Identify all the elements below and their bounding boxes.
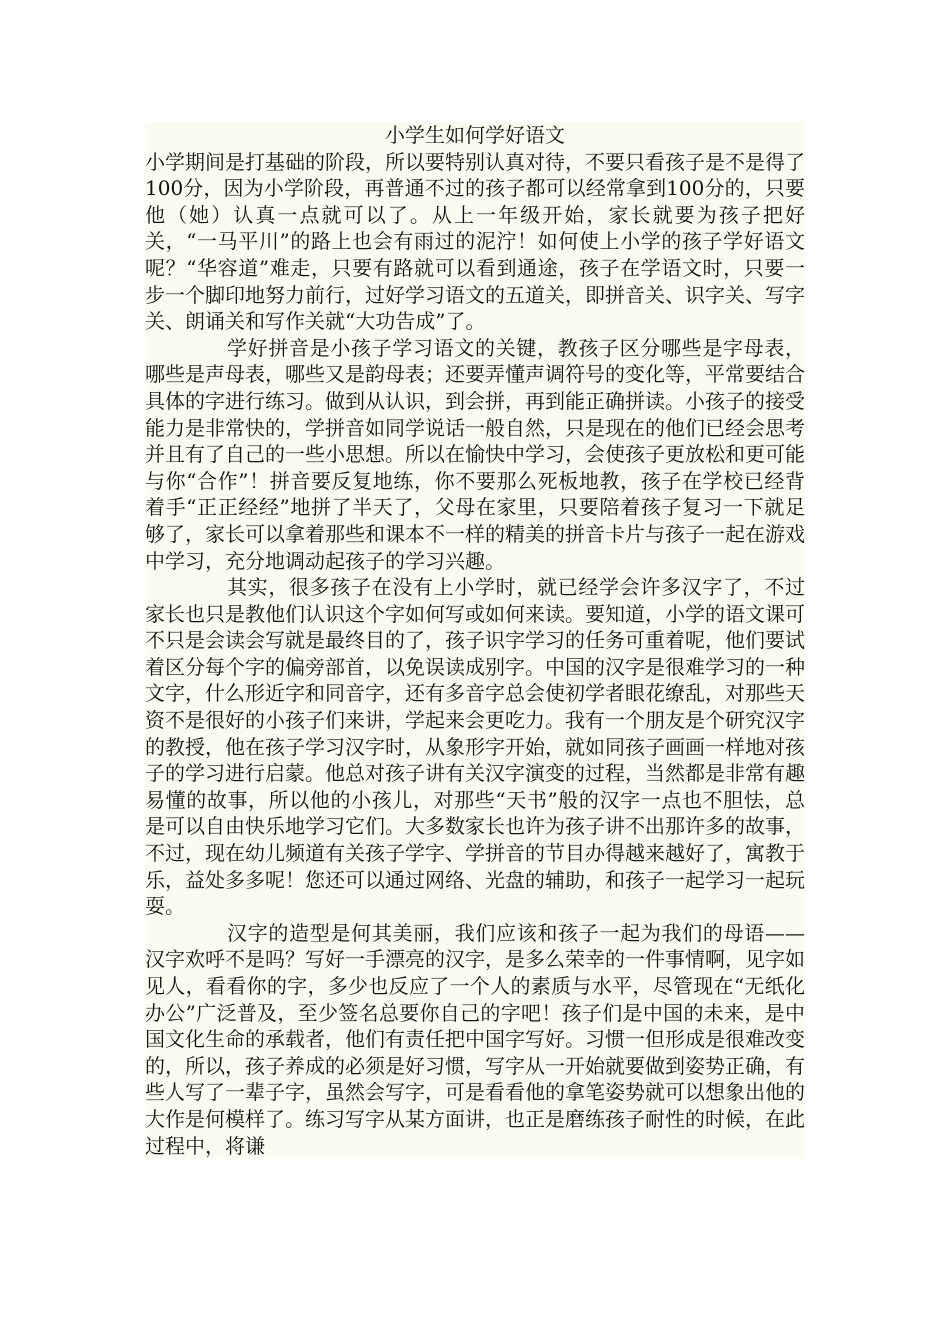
- document-title: 小学生如何学好语文: [385, 123, 565, 147]
- paragraph-writing: 汉字的造型是何其美丽，我们应该和孩子一起为我们的母语——汉字欢呼不是吗？写好一手漂亮的汉字，是多么荣幸的一件事情啊，见字如见人，看看你的字，多少也反应了一个人的素质与水平，尽管现在“无纸化办公”广泛普及，至少签名总要你自己的字吧！孩子们是中国的未来，是中国文化生命的承载者，他们有责任把中国字写好。习惯一但形成是很难改变的，所以，孩子养成的必须是好习惯，写字从一开始就要做到姿势正确，有些人写了一辈子字，虽然会写字，可是看看他的拿笔姿势就可以想象出他的大作是何模样了。练习写字从某方面讲，也正是磨练孩子耐性的时候，在此过程中，将谦: [145, 920, 805, 1158]
- paragraph-intro: 小学期间是打基础的阶段，所以要特别认真对待，不要只看孩子是不是得了100分，因为小学阶段，再普通不过的孩子都可以经常拿到100分的，只要他（她）认真一点就可以了。从上一年级开始，家长就要为孩子把好关，“一马平川”的路上也会有雨过的泥泞！如何使上小学的孩子学好语文呢？“华容道”难走，只要有路就可以看到通途，孩子在学语文时，只要一步一个脚印地努力前行，过好学习语文的五道关，即拼音关、识字关、写字关、朗诵关和写作关就“大功告成”了。: [145, 149, 805, 334]
- paragraph-pinyin: 学好拼音是小孩子学习语文的关键，教孩子区分哪些是字母表，哪些是声母表，哪些又是韵母表；还要弄懂声调符号的变化等，平常要结合具体的字进行练习。做到从认识，到会拼，再到能正确拼读。小孩子的接受能力是非常快的，学拼音如同学说话一般自然，只是现在的他们已经会思考并且有了自己的一些小思想。所以在愉快中学习，会使孩子更放松和更可能与你“合作”！拼音要反复地练，你不要那么死板地教，孩子在学校已经背着手“正正经经”地拼了半天了，父母在家里，只要陪着孩子复习一下就足够了，家长可以拿着那些和课本不一样的精美的拼音卡片与孩子一起在游戏中学习，充分地调动起孩子的学习兴趣。: [145, 335, 805, 573]
- paragraph-characters: 其实，很多孩子在没有上小学时，就已经学会许多汉字了，不过家长也只是教他们认识这个字如何写或如何来读。要知道，小学的语文课可不只是会读会写就是最终目的了，孩子识字学习的任务可重着呢，他们要试着区分每个字的偏旁部首，以免误读成别字。中国的汉字是很难学习的一种文字，什么形近字和同音字，还有多音字总会使初学者眼花缭乱，对那些天资不是很好的小孩子们来讲，学起来会更吃力。我有一个朋友是个研究汉字的教授，他在孩子学习汉字时，从象形字开始，就如同孩子画画一样地对孩子的学习进行启蒙。他总对孩子讲有关汉字演变的过程，当然都是非常有趣易懂的故事，所以他的小孩儿，对那些“天书”般的汉字一点也不胆怯，总是可以自由快乐地学习它们。大多数家长也许为孩子讲不出那许多的故事，不过，现在幼儿频道有关孩子学字、学拼音的节目办得越来越好了，寓教于乐，益处多多呢！您还可以通过网络、光盘的辅助，和孩子一起学习一起玩耍。: [145, 575, 805, 919]
- document-body: [145, 122, 805, 1159]
